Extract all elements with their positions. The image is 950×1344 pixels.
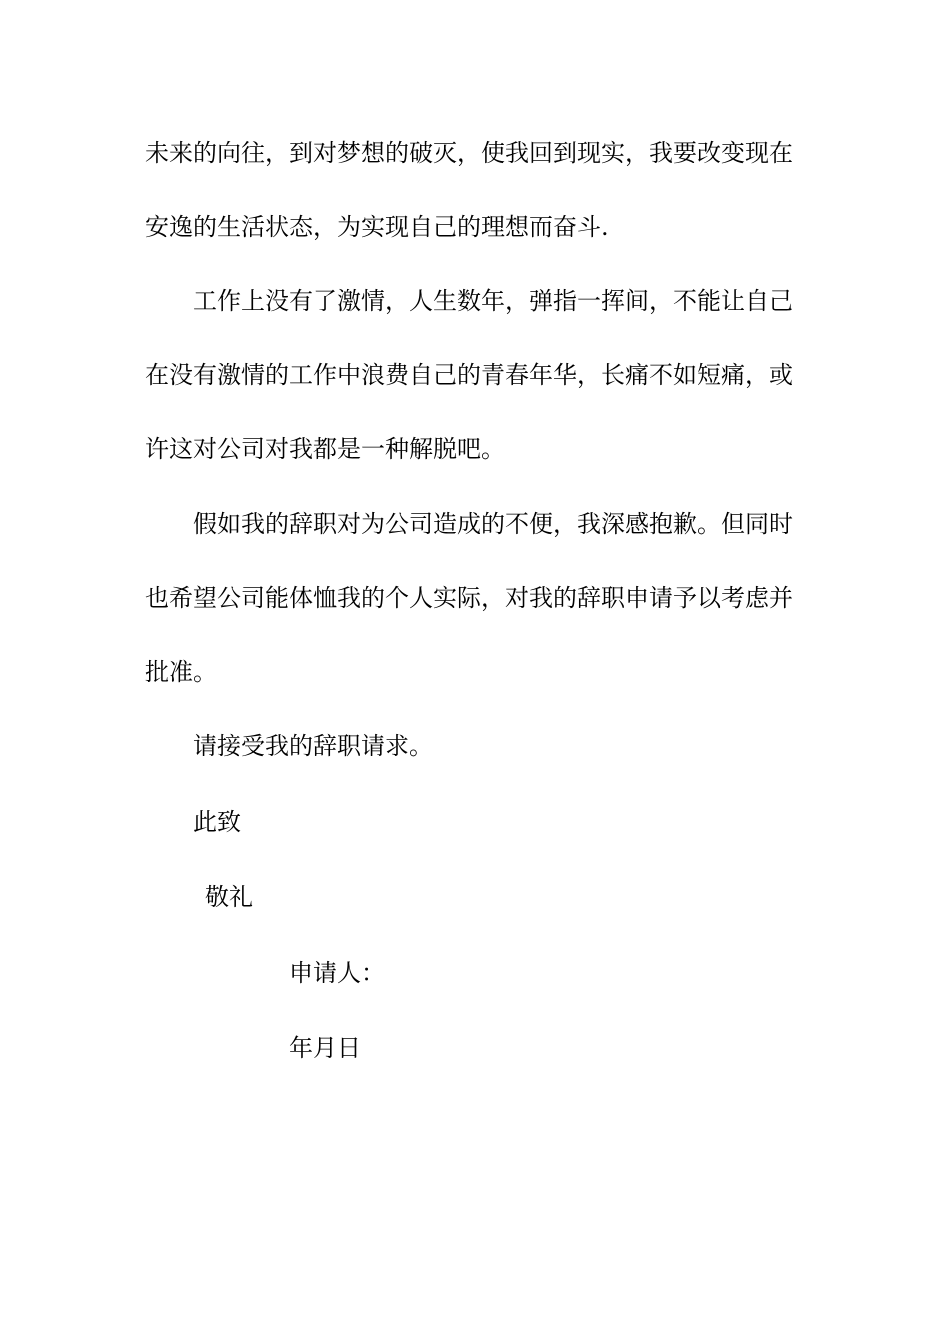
date-label: 年月日 bbox=[289, 1034, 361, 1062]
closing-salutation: 此致 bbox=[193, 808, 241, 836]
paragraph-2-line-2: 在没有激情的工作中浪费自己的青春年华，长痛不如短痛，或 bbox=[145, 361, 793, 389]
paragraph-3-line-1: 假如我的辞职对为公司造成的不便，我深感抱歉。但同时 bbox=[193, 510, 793, 538]
paragraph-2-line-3: 许这对公司对我都是一种解脱吧。 bbox=[145, 435, 505, 463]
request-line: 请接受我的辞职请求。 bbox=[193, 732, 433, 760]
paragraph-3-line-2: 也希望公司能体恤我的个人实际，对我的辞职申请予以考虑并 bbox=[145, 584, 793, 612]
paragraph-2-line-1: 工作上没有了激情，人生数年，弹指一挥间，不能让自己 bbox=[193, 287, 793, 315]
closing-regards: 敬礼 bbox=[205, 883, 253, 911]
paragraph-1-line-1: 未来的向往，到对梦想的破灭，使我回到现实，我要改变现在 bbox=[145, 139, 793, 167]
paragraph-1-line-2: 安逸的生活状态，为实现自己的理想而奋斗. bbox=[145, 213, 609, 241]
paragraph-3-line-3: 批准。 bbox=[145, 658, 217, 686]
applicant-label: 申请人： bbox=[289, 959, 385, 987]
